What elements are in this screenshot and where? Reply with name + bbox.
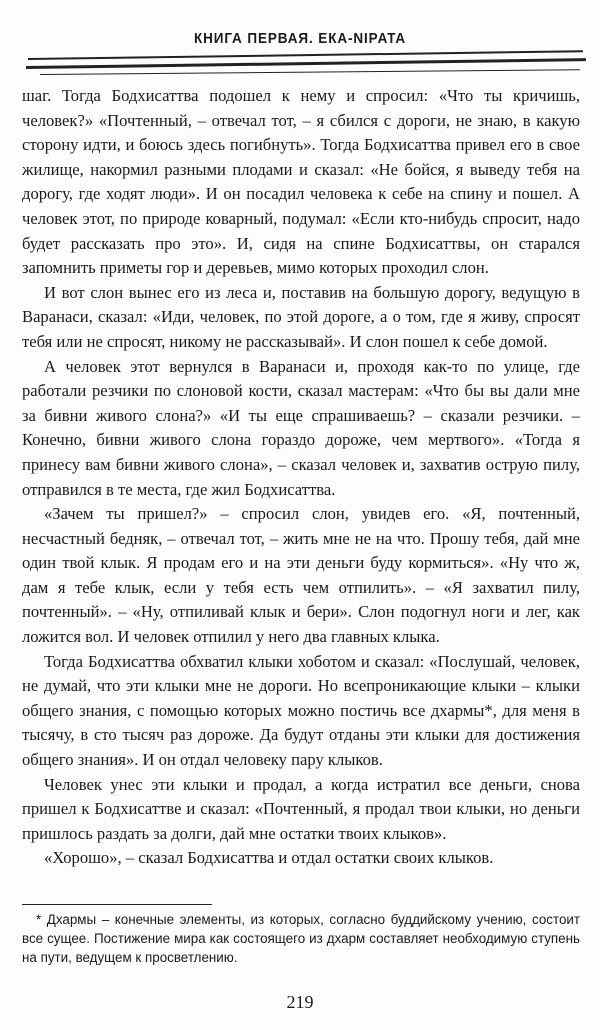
paragraph-2: И вот слон вынес его из леса и, поставив на большую дорогу, ведущую в Варанаси, сказал: «Иди, человек, по этой дороге, а о том, где я живу, спросят тебя или не спросят, никому не рассказывай». И слон пошел к себе домой. [22,282,580,351]
footnote: * Дхармы – конечные элементы, из которых, согласно буддийскому учению, состоит все сущее. Постижение мира как состоящего из дхарм составляет необходимую ступень на пути, ведущем к просветлению. [22,912,580,965]
header-rule-bottom [40,69,580,75]
running-header: КНИГА ПЕРВАЯ. ЕКА-NIPATA [193,30,407,47]
header-rule-middle [26,58,586,69]
paragraph-1: шаг. Тогда Бодхисаттва подошел к нему и спросил: «Что ты кричишь, человек?» «Почтенный, – отвечал тот, – я сбился с дороги, не знаю, в какую сторону идти, и боюсь здесь погибнуть». Тогда Бодхисаттва привел его в свое жилище, накормил разными плодами и сказал: «Не бойся, я выведу тебя на дорогу, где ходят люди». И он посадил человека к себе на спину и пошел. А человек этот, по природе коварный, подумал: «Если кто-нибудь спросит, надо будет рассказать про это». И, сидя на спине Бодхисаттвы, он старался запомнить приметы гор и деревьев, мимо которых проходил слон. [22,86,580,278]
footnote-divider [22,904,212,905]
paragraph-7: «Хорошо», – сказал Бодхисаттва и отдал остатки своих клыков. [44,848,494,868]
paragraph-6: Человек унес эти клыки и продал, а когда истратил все деньги, снова пришел к Бодхисаттве и сказал: «Почтенный, я продал твои клыки, но деньги пришлось раздать за долги, дай мне остатки твоих клыков». [22,774,580,843]
main-text [22,84,580,871]
page-number: 219 [286,992,314,1012]
paragraph-4: «Зачем ты пришел?» – спросил слон, увидев его. «Я, почтенный, несчастный бедняк, – отвечал тот, – жить мне не на что. Прошу тебя, дай мне один твой клык. Я продам его и на эти деньги буду кормиться». «Ну что ж, дам я тебе клык, если у тебя есть чем отпилить». – «Я захватил пилу, почтенный». – «Ну, отпиливай клык и бери». Слон подогнул ноги и лег, как ложится вол. И человек отпилил у него два главных клыка. [22,504,580,647]
paragraph-3: А человек этот вернулся в Варанаси и, проходя как-то по улице, где работали резчики по слоновой кости, сказал мастерам: «Что бы вы дали мне за бивни живого слона?» «И ты еще спрашиваешь? – сказали резчики. – Конечно, бивни живого слона гораздо дороже, чем мертвого». «Тогда я принесу вам бивни живого слона», – сказал человек и, захватив острую пилу, отправился в те места, где жил Бодхисаттва. [22,356,580,499]
paragraph-5: Тогда Бодхисаттва обхватил клыки хоботом и сказал: «Послушай, человек, не думай, что эти клыки мне не дороги. Но всепроникающие клыки – клыки общего знания, с помощью которых можно постичь все дхармы*, для меня в тысячу, в сто тысяч раз дороже. Да будут отданы эти клыки для достижения общего знания». И он отдал человеку пару клыков. [22,651,580,770]
